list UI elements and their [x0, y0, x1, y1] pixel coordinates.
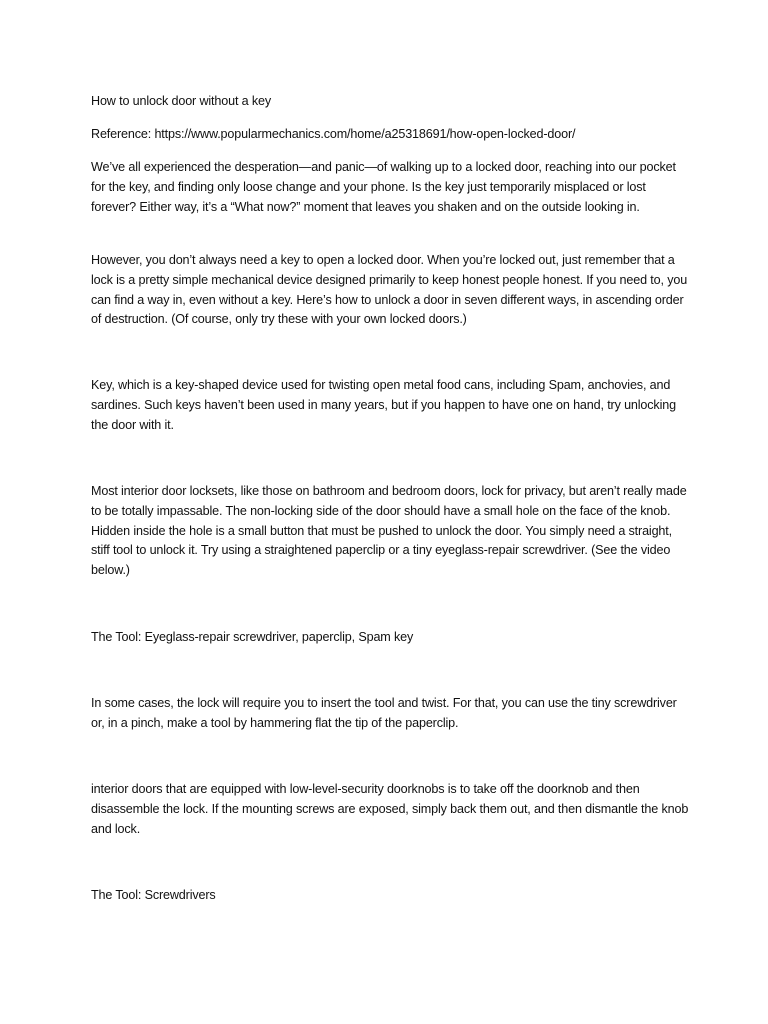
paragraph-however: However, you don’t always need a key to open a locked door. When you’re locked out, just remember that a lock is a pretty simple mechanical device designed primarily to keep honest people honest. If you need to, you can find a way in, even without a key. Here’s how to unlock a door in seven different ways, in ascending order of destruction. (Of course, only try these with your own locked doors.)	[91, 253, 688, 327]
document-title: How to unlock door without a key	[91, 94, 272, 108]
paragraph-intro: We’ve all experienced the desperation—and panic—of walking up to a locked door, reaching into our pocket for the key, and finding only loose change and your phone. Is the key just temporarily misplaced or lost forever? Either way, it’s a “What now?” moment that leaves you shaken and on the outside looking in.	[91, 160, 676, 214]
paragraph-disassemble: interior doors that are equipped with low-level-security doorknobs is to take off the doorknob and then disassemble the lock. If the mounting screws are exposed, simply back them out, and then dismantle the knob and lock.	[91, 782, 689, 836]
tool-list-2: The Tool: Screwdrivers	[91, 888, 216, 902]
paragraph-insert-twist: In some cases, the lock will require you to insert the tool and twist. For that, you can use the tiny screwdriver or, in a pinch, make a tool by hammering flat the tip of the paperclip.	[91, 696, 677, 730]
paragraph-interior-locksets: Most interior door locksets, like those on bathroom and bedroom doors, lock for privacy, but aren’t really made to be totally impassable. The non-locking side of the door should have a small hole on the face of the knob. Hidden inside the hole is a small button that must be pushed to unlock the door. You simply need a straight, stiff tool to unlock it. Try using a straightened paperclip or a tiny eyeglass-repair screwdriver. (See the video below.)	[91, 484, 687, 578]
tool-list-1: The Tool: Eyeglass-repair screwdriver, paperclip, Spam key	[91, 630, 414, 644]
paragraph-spam-key: Key, which is a key-shaped device used for twisting open metal food cans, including Spam, anchovies, and sardines. Such keys haven’t been used in many years, but if you happen to have one on hand, try unlocking the door with it.	[91, 378, 676, 432]
reference-line: Reference: https://www.popularmechanics.com/home/a25318691/how-open-locked-door/	[91, 127, 576, 141]
